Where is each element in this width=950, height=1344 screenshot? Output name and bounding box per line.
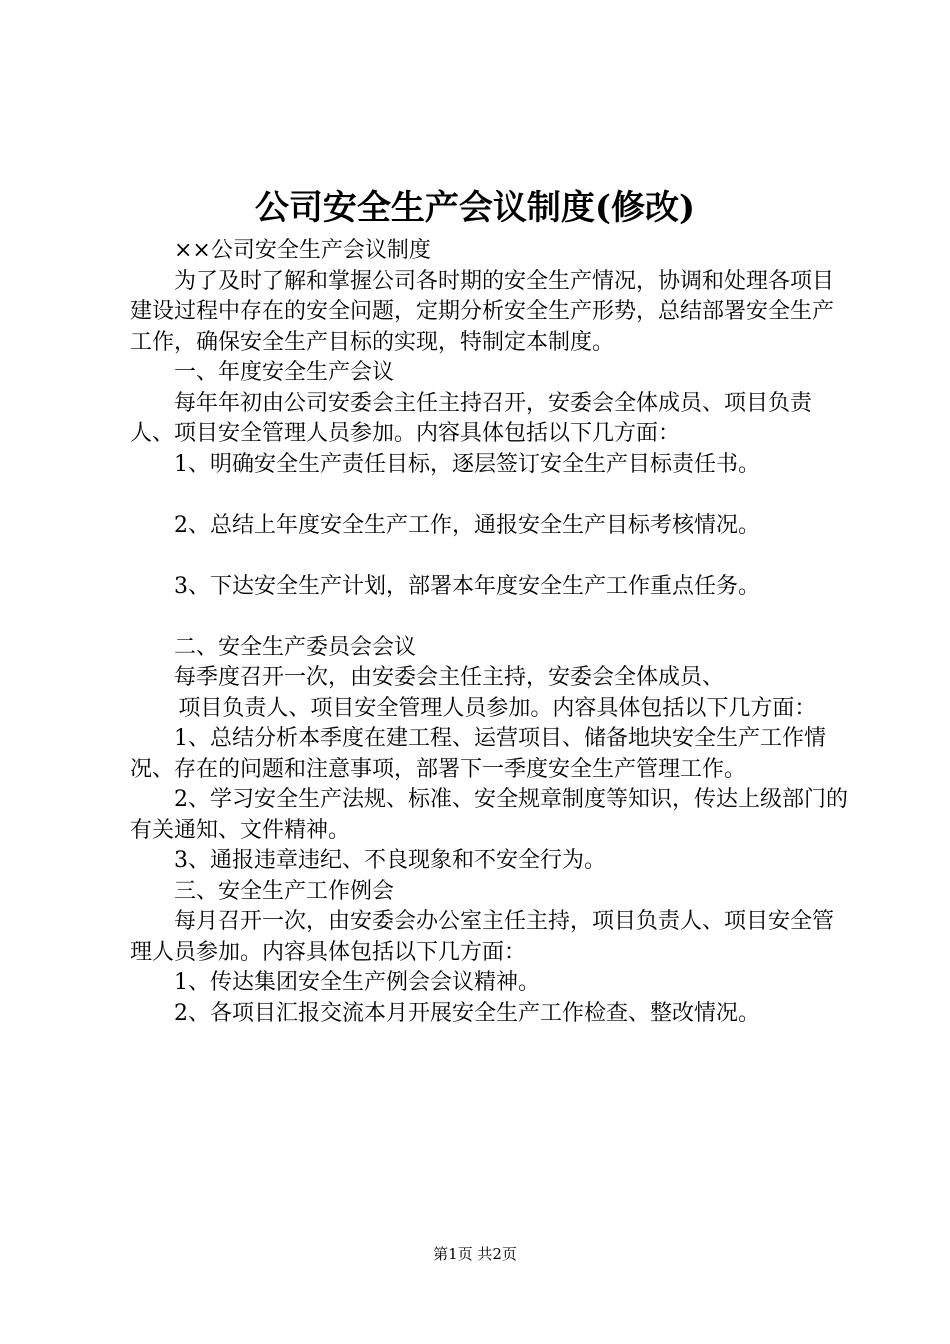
section-heading-1: 一、年度安全生产会议 [174,360,395,385]
document-body [130,236,850,1029]
paragraph-section-3: 每月召开一次，由安委会办公室主任主持，项目负责人、项目安全管理人员参加。内容具体包括以下几方面： [130,909,835,965]
list-item: 3、通报违章违纪、不良现象和不安全行为。 [174,848,606,873]
spacer [130,480,850,511]
paragraph-section-1: 每年年初由公司安委会主任主持召开，安委会全体成员、项目负责人、项目安全管理人员参加。内容具体包括以下几方面： [130,390,813,446]
list-item: 1、传达集团安全生产例会会议精神。 [174,970,540,995]
paragraph-heading: ××公司安全生产会议制度 [174,238,431,263]
section-heading-2: 二、安全生产委员会会议 [174,634,417,660]
list-item: 2、总结上年度安全生产工作，通报安全生产目标考核情况。 [174,512,760,538]
page-footer: 第1页 共2页 [433,1245,517,1263]
spacer [130,602,850,633]
section-heading-3: 三、安全生产工作例会 [174,878,395,904]
paragraph-section-2b: 项目负责人、项目安全管理人员参加。内容具体包括以下几方面： [178,695,817,721]
spacer [130,541,850,572]
paragraph-intro: 为了及时了解和掌握公司各时期的安全生产情况，协调和处理各项目建设过程中存在的安全问题，定期分析安全生产形势，总结部署安全生产工作，确保安全生产目标的实现，特制定本制度。 [130,268,835,355]
paragraph-section-2a: 每季度召开一次，由安委会主任主持，安委会全体成员、 [174,665,725,690]
list-item: 3、下达安全生产计划，部署本年度安全生产工作重点任务。 [174,573,760,599]
document-title: 公司安全生产会议制度(修改) [254,188,696,228]
list-item: 1、明确安全生产责任目标，逐层签订安全生产目标责任书。 [174,451,760,477]
list-item: 2、各项目汇报交流本月开展安全生产工作检查、整改情况。 [174,1000,760,1026]
list-item: 1、总结分析本季度在建工程、运营项目、储备地块安全生产工作情况、存在的问题和注意事项，部署下一季度安全生产管理工作。 [130,726,826,782]
list-item: 2、学习安全生产法规、标准、安全规章制度等知识，传达上级部门的有关通知、文件精神。 [130,787,848,843]
